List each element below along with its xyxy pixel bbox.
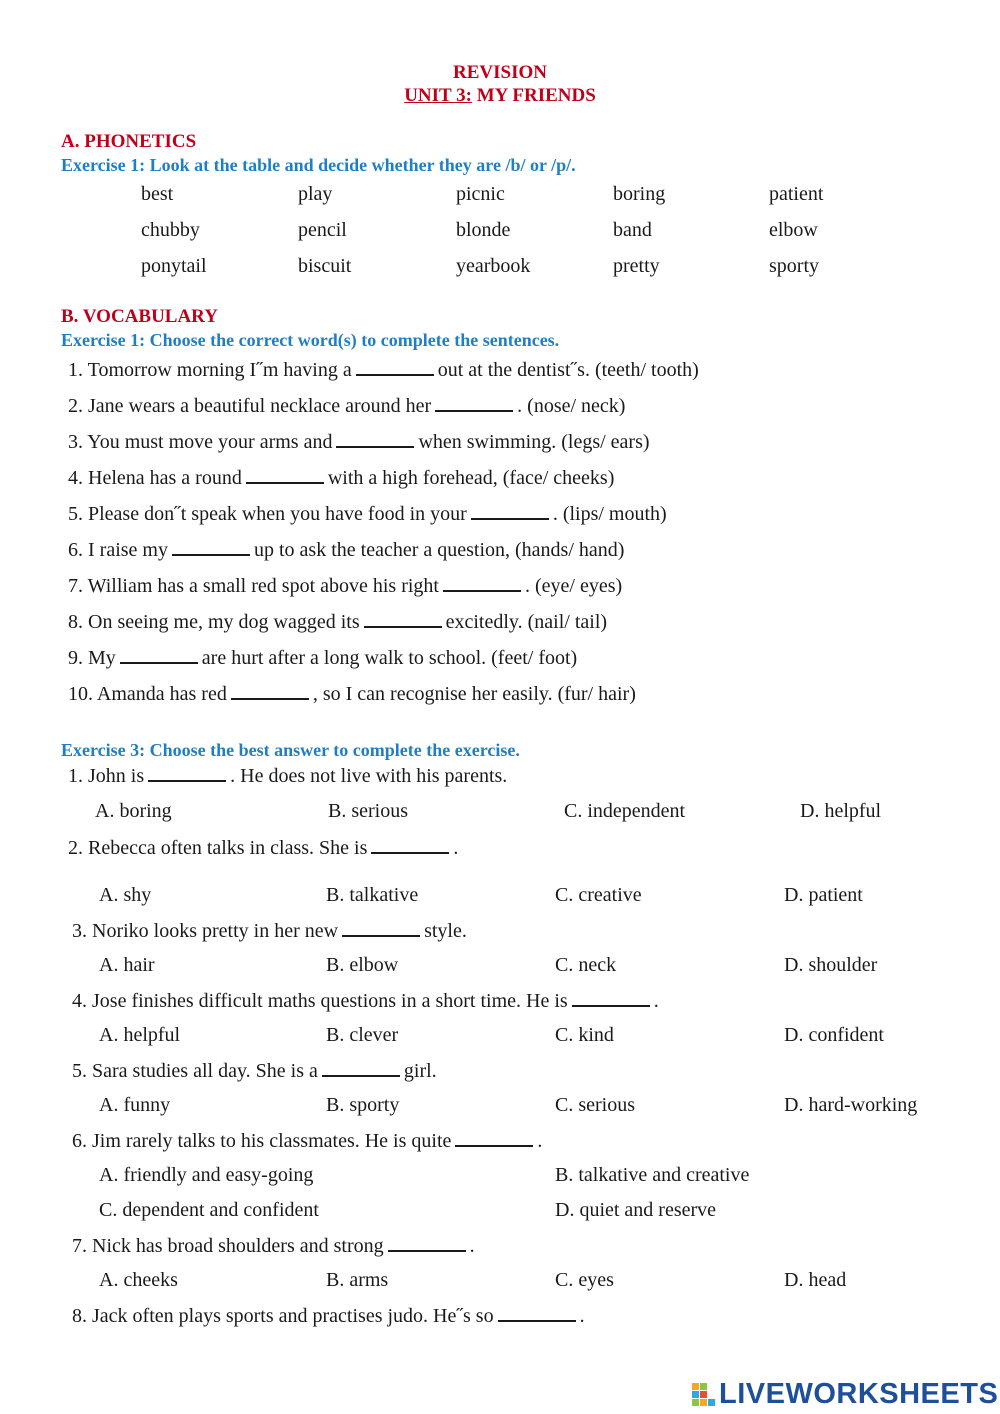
answer-blank[interactable] — [435, 394, 513, 412]
sentence-item: 4. Helena has a round with a high forehead, (face/ cheeks) — [68, 467, 615, 489]
word-cell: chubby — [141, 219, 200, 241]
option-d[interactable]: D. head — [784, 1269, 847, 1291]
logo-text: LIVEWORKSHEETS — [719, 1378, 999, 1410]
option-d[interactable]: D. shoulder — [784, 954, 878, 976]
sentence-item: 10. Amanda has red , so I can recognise her easily. (fur/ hair) — [68, 683, 636, 705]
option-a[interactable]: A. hair — [99, 954, 155, 976]
option-d[interactable]: D. helpful — [800, 800, 882, 822]
question-item: 6. Jim rarely talks to his classmates. He is quite . — [72, 1130, 543, 1152]
unit-name: MY FRIENDS — [471, 85, 596, 106]
word-cell: pretty — [613, 255, 660, 277]
sentence-item: 1. Tomorrow morning I˝m having a out at the dentist˝s. (teeth/ tooth) — [68, 359, 699, 381]
unit-title — [0, 85, 1000, 107]
liveworksheets-logo — [692, 1378, 998, 1411]
word-cell: picnic — [456, 183, 505, 205]
word-cell: pencil — [298, 219, 347, 241]
option-b[interactable]: B. arms — [326, 1269, 389, 1291]
word-cell: elbow — [769, 219, 818, 241]
answer-blank[interactable] — [371, 836, 449, 854]
option-b[interactable]: B. talkative and creative — [555, 1164, 750, 1186]
answer-blank[interactable] — [364, 610, 442, 628]
option-a[interactable]: A. cheeks — [99, 1269, 178, 1291]
option-d[interactable]: D. patient — [784, 884, 863, 906]
option-d[interactable]: D. hard-working — [784, 1094, 918, 1116]
page-title: REVISION — [453, 62, 547, 83]
option-a[interactable]: A. helpful — [99, 1024, 181, 1046]
word-cell: sporty — [769, 255, 819, 277]
answer-blank[interactable] — [443, 574, 521, 592]
question-item: 1. John is . He does not live with his parents. — [68, 765, 508, 787]
option-c[interactable]: C. kind — [555, 1024, 614, 1046]
option-c[interactable]: C. independent — [564, 800, 686, 822]
question-item: 8. Jack often plays sports and practises judo. He˝s so . — [72, 1305, 585, 1327]
sentence-item: 6. I raise my up to ask the teacher a question, (hands/ hand) — [68, 539, 625, 561]
word-cell: blonde — [456, 219, 511, 241]
option-c[interactable]: C. serious — [555, 1094, 635, 1116]
sentence-item: 5. Please don˝t speak when you have food in your . (lips/ mouth) — [68, 503, 667, 525]
word-cell: play — [298, 183, 333, 205]
option-b[interactable]: B. sporty — [326, 1094, 400, 1116]
question-item: 4. Jose finishes difficult maths questions in a short time. He is . — [72, 990, 659, 1012]
answer-blank[interactable] — [455, 1129, 533, 1147]
option-a[interactable]: A. funny — [99, 1094, 171, 1116]
answer-blank[interactable] — [172, 538, 250, 556]
option-a[interactable]: A. boring — [95, 800, 172, 822]
sentence-item: 7. William has a small red spot above his right . (eye/ eyes) — [68, 575, 623, 597]
word-cell: ponytail — [141, 255, 207, 277]
word-cell: best — [141, 183, 174, 205]
question-item: 3. Noriko looks pretty in her new style. — [72, 920, 467, 942]
question-item: 5. Sara studies all day. She is a girl. — [72, 1060, 437, 1082]
option-c[interactable]: C. eyes — [555, 1269, 614, 1291]
answer-blank[interactable] — [471, 502, 549, 520]
vocabulary-exercise-1-instruction: Exercise 1: Choose the correct word(s) to complete the sentences. — [61, 330, 560, 350]
option-b[interactable]: B. elbow — [326, 954, 399, 976]
question-item: 7. Nick has broad shoulders and strong . — [72, 1235, 475, 1257]
option-c[interactable]: C. dependent and confident — [99, 1199, 319, 1221]
answer-blank[interactable] — [231, 682, 309, 700]
answer-blank[interactable] — [572, 989, 650, 1007]
option-c[interactable]: C. neck — [555, 954, 617, 976]
phonetics-heading: A. PHONETICS — [61, 131, 197, 152]
word-cell: boring — [613, 183, 666, 205]
vocabulary-exercise-3-instruction: Exercise 3: Choose the best answer to complete the exercise. — [61, 740, 520, 760]
option-c[interactable]: C. creative — [555, 884, 642, 906]
sentence-item: 9. My are hurt after a long walk to school. (feet/ foot) — [68, 647, 578, 669]
liveworksheets-logo-icon — [692, 1383, 716, 1407]
word-cell: patient — [769, 183, 824, 205]
answer-blank[interactable] — [322, 1059, 400, 1077]
option-a[interactable]: A. shy — [99, 884, 152, 906]
word-cell: biscuit — [298, 255, 352, 277]
option-b[interactable]: B. serious — [328, 800, 408, 822]
option-b[interactable]: B. talkative — [326, 884, 419, 906]
answer-blank[interactable] — [388, 1234, 466, 1252]
answer-blank[interactable] — [246, 466, 324, 484]
answer-blank[interactable] — [120, 646, 198, 664]
option-d[interactable]: D. confident — [784, 1024, 884, 1046]
phonetics-exercise-1-instruction: Exercise 1: Look at the table and decide whether they are /b/ or /p/. — [61, 155, 576, 175]
option-a[interactable]: A. friendly and easy-going — [99, 1164, 314, 1186]
answer-blank[interactable] — [336, 430, 414, 448]
sentence-item: 8. On seeing me, my dog wagged its excitedly. (nail/ tail) — [68, 611, 608, 633]
answer-blank[interactable] — [148, 764, 226, 782]
unit-label: UNIT 3: — [404, 85, 472, 106]
answer-blank[interactable] — [342, 919, 420, 937]
answer-blank[interactable] — [356, 358, 434, 376]
option-b[interactable]: B. clever — [326, 1024, 399, 1046]
sentence-item: 3. You must move your arms and when swimming. (legs/ ears) — [68, 431, 650, 453]
sentence-item: 2. Jane wears a beautiful necklace around her . (nose/ neck) — [68, 395, 626, 417]
word-cell: band — [613, 219, 652, 241]
word-cell: yearbook — [456, 255, 531, 277]
vocabulary-heading: B. VOCABULARY — [61, 306, 218, 327]
option-d[interactable]: D. quiet and reserve — [555, 1199, 717, 1221]
answer-blank[interactable] — [498, 1304, 576, 1322]
question-item: 2. Rebecca often talks in class. She is . — [68, 837, 459, 859]
